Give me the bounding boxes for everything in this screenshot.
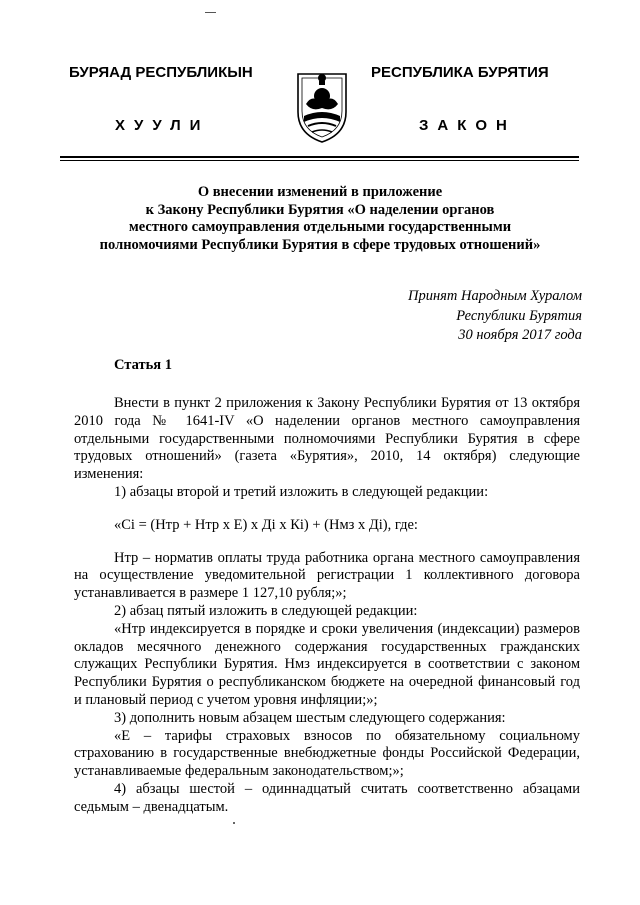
law-title-line: местного самоуправления отдельными государственными	[128, 219, 512, 235]
adoption-note	[408, 287, 582, 346]
header-left-doc-type: ХУУЛИ	[115, 117, 210, 134]
amendment-item-1: 1) абзацы второй и третий изложить в следующей редакции:	[114, 483, 489, 500]
article-intro: Внести в пункт 2 приложения к Закону Республики Бурятия от 13 октября 2010 года № 1641-IV «О наделении органов местного самоуправления отдельными государственными полномочиями Республики Бурятия в сфере трудовых отношений» (газета «Бурятия», 2010, 14 октября) следующие изменения:	[74, 395, 580, 483]
header-right-title: РЕСПУБЛИКА БУРЯТИЯ	[371, 64, 549, 81]
amendment-item-2-text: «Нтр индексируется в порядке и сроки увеличения (индексации) размеров окладов месячного денежного содержания государственных гражданских служащих Республики Бурятия. Нмз индексируется в соответствии с законом Республики Бурятия о республиканском бюджете на очередной финансовый год и плановый период с учетом уровня инфляции;»;	[74, 620, 580, 708]
amendment-item-3: 3) дополнить новым абзацем шестым следующего содержания:	[114, 709, 506, 726]
article-body	[74, 395, 580, 817]
adoption-line: Принят Народным Хуралом	[407, 288, 582, 304]
formula: «Ci = (Нтр + Нтр x E) x Дi x Кi) + (Нмз x Дi), где:	[114, 516, 418, 533]
scan-mark	[205, 12, 216, 13]
law-title-line: к Закону Республики Бурятия «О наделении органов	[145, 201, 495, 218]
header-right-doc-type: ЗАКОН	[419, 117, 516, 134]
adoption-date: 30 ноября 2017 года	[458, 327, 582, 343]
law-title-line: О внесении изменений в приложение	[197, 184, 443, 200]
law-title	[80, 184, 560, 254]
law-title-line: полномочиями Республики Бурятия в сфере трудовых отношений»	[99, 236, 541, 253]
amendment-item-3-text: «Е – тарифы страховых взносов по обязательному социальному страхованию в государственные внебюджетные фонды Российской Федерации, устанавливаемые федеральным законодательством;»;	[74, 727, 580, 780]
header-rule-thin	[60, 160, 579, 161]
coat-of-arms-emblem	[290, 68, 354, 144]
amendment-item-4: 4) абзацы шестой – одиннадцатый считать соответственно абзацами седьмым – двенадцатым.	[74, 780, 580, 815]
header-left-title: БУРЯАД РЕСПУБЛИКЫН	[69, 64, 253, 81]
article-heading: Статья 1	[114, 357, 172, 373]
scan-mark	[233, 822, 235, 824]
adoption-line: Республики Бурятия	[456, 307, 582, 324]
header-rule-thick	[60, 156, 579, 158]
amendment-item-2: 2) абзац пятый изложить в следующей редакции:	[114, 602, 418, 619]
ntr-definition: Нтр – норматив оплаты труда работника органа местного самоуправления на осуществление уведомительной регистрации 1 коллективного договора устанавливается в размере 1 127,10 рубля;»;	[74, 549, 580, 602]
